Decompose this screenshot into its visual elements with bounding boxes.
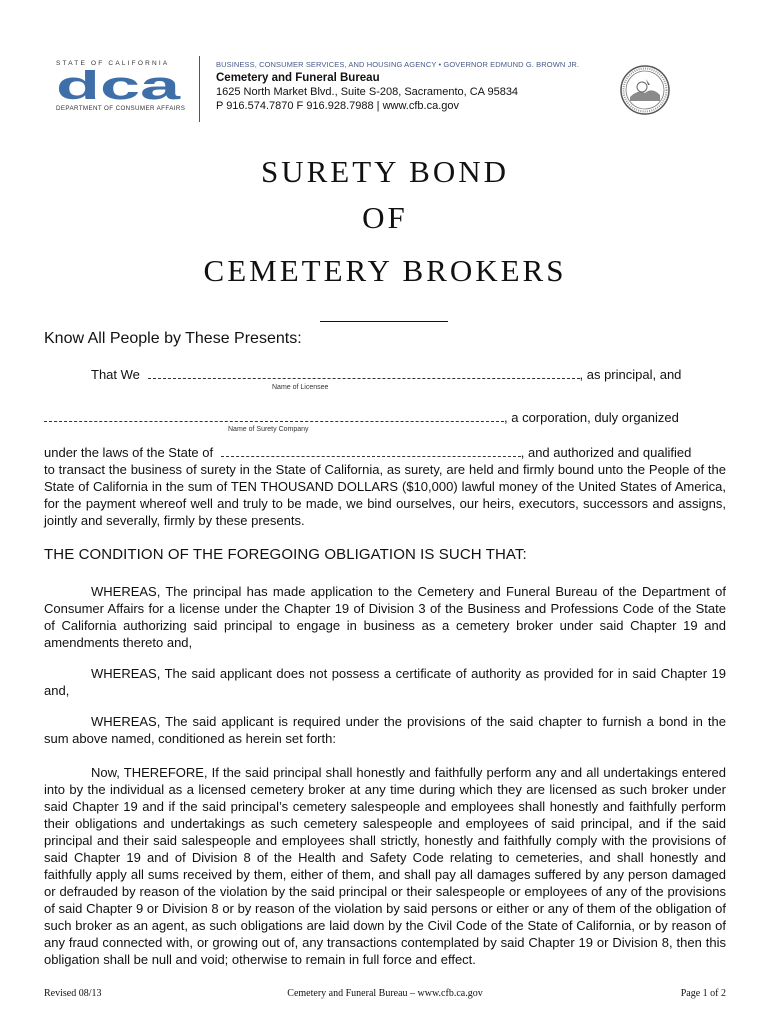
whereas-paragraph-3: WHEREAS, The said applicant is required under the provisions of the said chapter to furnish a bond in the sum above named, conditioned as herein set forth: — [44, 714, 726, 746]
dca-logo-mark — [56, 70, 184, 104]
surety-company-field[interactable] — [44, 410, 504, 422]
binding-paragraph: to transact the business of surety in the State of California, as surety, are held and firmly bound unto the People of the State of California in the sum of TEN THOUSAND DOLLARS ($10,000) lawful money of the United States of America, for the payment whereof well and truly to be made, we bind ourselves, our heirs, executors, successors and assigns, jointly and severally, firmly by these presents. — [44, 462, 726, 528]
dca-logo-letters: dca — [56, 70, 182, 104]
logo-state-text: STATE OF CALIFORNIA — [56, 60, 170, 67]
opening-phrase: Know All People by These Presents: — [44, 330, 302, 347]
state-of-organization-field[interactable] — [221, 445, 521, 457]
title-line-1: SURETY BOND — [260, 154, 509, 189]
whereas-paragraph-2: WHEREAS, The said applicant does not possess a certificate of authority as provided for in said Chapter 19 and, — [44, 666, 726, 698]
surety-field-label: Name of Surety Company — [228, 426, 309, 433]
title-rule — [320, 321, 448, 322]
state-seal-icon — [620, 65, 670, 115]
whereas-paragraph-1: WHEREAS, The principal has made application to the Cemetery and Funeral Bureau of the Department of Consumer Affairs for a license under the Chapter 19 of Division 3 of the Business and Professions Code of the State of California authorizing said principal to engage in business as a cemetery broker under said Chapter 19 and amendments thereto and, — [44, 584, 726, 650]
header-divider — [199, 56, 200, 122]
condition-heading: THE CONDITION OF THE FOREGOING OBLIGATION IS SUCH THAT: — [44, 546, 527, 563]
now-therefore-paragraph: Now, THEREFORE, If the said principal shall honestly and faithfully perform any and all undertakings entered into by the individual as a licensed cemetery broker at any time during which they are licensed as such broker under said Chapter 19 and if the said principal’s cemetery salespeople and employees shall honestly and faithfully perform their obligations and undertakings as such cemetery salespeople and employees of said principal, and if the said principal and their said salespeople and employees shall strictly, honestly and faithfully comply with the provisions of said Chapter 19 and of Division 8 of the Health and Safety Code relating to cemeteries, and shall honestly and faithfully apply all sums received by them, either of them, and shall pay all damages suffered by any person damaged or defrauded by reason of the violation by the said principal or their salespeople or employees of any of the provisions of said Chapter 9 or Division 8 or by reason of the violation by said persons or either or any of them of the obligation of such broker as an agent, as such obligations are laid down by the Civil Code of the State of California, or by reason of any fraud connected with, or growing out of, any transactions contemplated by said Chapter 19 or Division 8, then this obligation shall be null and void; otherwise to remain in full force and effect. — [44, 765, 726, 967]
bureau-contact: P 916.574.7870 F 916.928.7988 | www.cfb.ca.gov — [216, 100, 459, 112]
logo-dept-text: DEPARTMENT OF CONSUMER AFFAIRS — [56, 105, 186, 112]
title-line-3: CEMETERY BROKERS — [203, 253, 567, 288]
laws-line — [44, 445, 691, 460]
licensee-field-label: Name of Licensee — [272, 384, 329, 391]
laws-suffix: , and authorized and qualified — [520, 445, 692, 460]
footer-center: Cemetery and Funeral Bureau – www.cfb.ca.gov — [287, 988, 483, 999]
licensee-line — [91, 367, 681, 382]
licensee-prefix: That We — [91, 367, 140, 382]
surety-line — [44, 410, 679, 425]
bureau-name: Cemetery and Funeral Bureau — [216, 72, 380, 84]
agency-line: BUSINESS, CONSUMER SERVICES, AND HOUSING AGENCY • GOVERNOR EDMUND G. BROWN JR. — [216, 60, 580, 69]
footer-page-number: Page 1 of 2 — [680, 988, 726, 999]
licensee-suffix: , as principal, and — [579, 367, 682, 382]
title-line-2: OF — [362, 200, 408, 235]
bureau-address: 1625 North Market Blvd., Suite S-208, Sacramento, CA 95834 — [216, 86, 519, 98]
footer-revised: Revised 08/13 — [44, 988, 102, 999]
surety-suffix: , a corporation, duly organized — [504, 410, 679, 425]
dca-logo — [48, 60, 188, 120]
licensee-name-field[interactable] — [148, 367, 580, 379]
laws-prefix: under the laws of the State of — [44, 445, 214, 460]
